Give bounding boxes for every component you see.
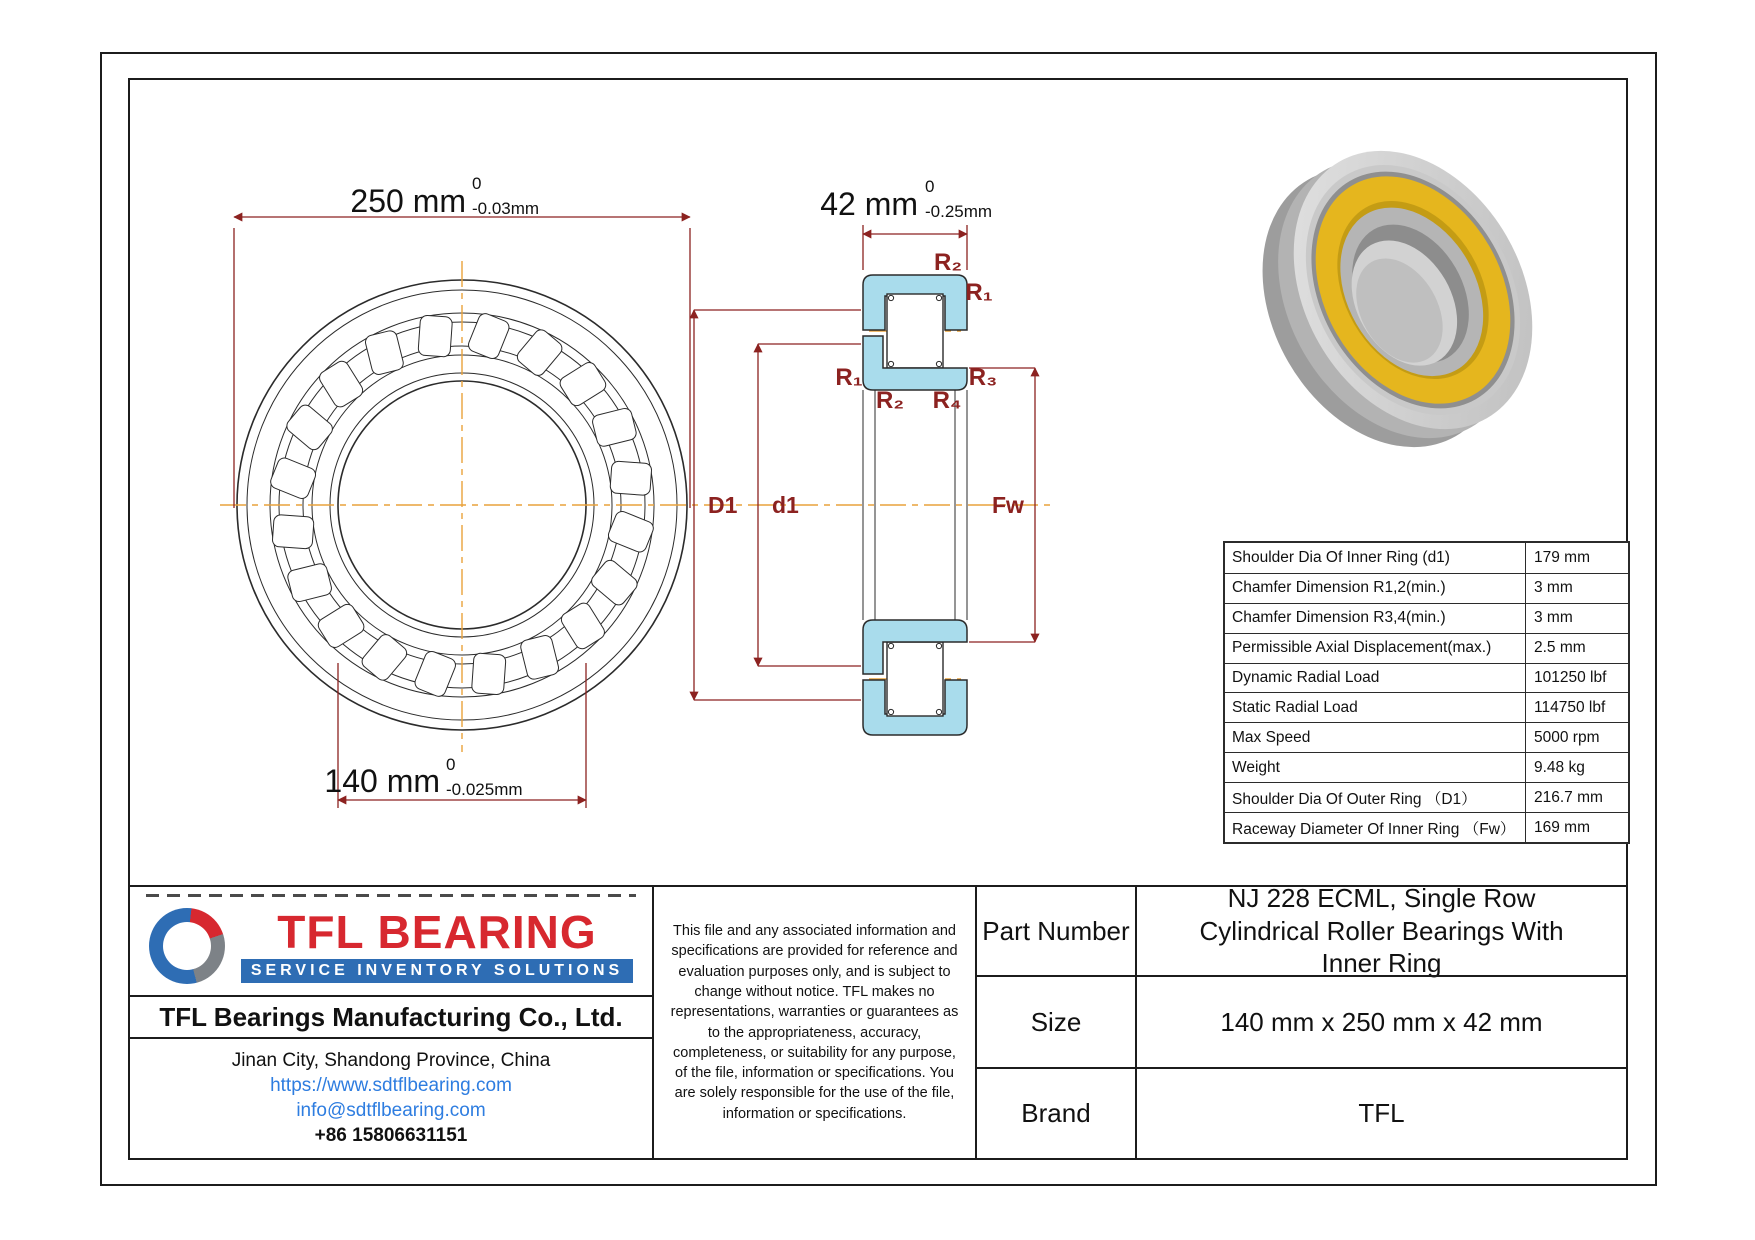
table-row [1225, 663, 1628, 693]
logo-tagline: SERVICE INVENTORY SOLUTIONS [241, 959, 633, 983]
spec-value: 3 mm [1525, 604, 1628, 633]
table-row [1225, 543, 1628, 573]
spec-value: 114750 lbf [1525, 693, 1628, 722]
dim-250-tol-top: 0 [472, 174, 482, 193]
dimension-width [820, 177, 992, 270]
dimension-bore-diameter [324, 663, 586, 808]
label-Fw: Fw [992, 492, 1024, 518]
spec-label: Static Radial Load [1232, 698, 1358, 716]
table-row [1225, 752, 1628, 782]
part-number-value: NJ 228 ECML, Single Row Cylindrical Roller Bearings With Inner Ring [1199, 883, 1564, 979]
table-row [1225, 603, 1628, 633]
spec-label: Weight [1232, 758, 1280, 776]
size-value: 140 mm x 250 mm x 42 mm [1137, 975, 1626, 1067]
bearing-3d-render [1214, 108, 1580, 490]
title-block [128, 885, 1628, 1160]
spec-label: Chamfer Dimension R1,2(min.) [1232, 579, 1446, 597]
spec-value: 3 mm [1525, 574, 1628, 603]
spec-value: 216.7 mm [1525, 783, 1628, 812]
dim-140-tol-top: 0 [446, 755, 456, 774]
company-name: TFL Bearings Manufacturing Co., Ltd. [130, 995, 652, 1039]
brand-value: TFL [1137, 1067, 1626, 1158]
logo-brand-text: TFL BEARING [277, 906, 597, 958]
size-label: Size [977, 975, 1135, 1067]
spec-label: Shoulder Dia Of Inner Ring (d1) [1232, 548, 1450, 566]
spec-table [1223, 541, 1630, 844]
table-row [1225, 782, 1628, 812]
label-R2-top: R₂ [934, 249, 962, 276]
spec-value: 9.48 kg [1525, 753, 1628, 782]
disclaimer-text: This file and any associated information and specifications are provided for reference and evaluation purposes only, and is subject to change without notice. TFL makes no representations, warranties or guarantees as to the appropriateness, accuracy, completeness, or suitability for any purpose, of the file, information or specifications. You are solely responsible for the use of the file, information or specifications. [670, 923, 959, 1122]
spec-value: 179 mm [1525, 543, 1628, 573]
table-row [1225, 812, 1628, 842]
spec-label: Dynamic Radial Load [1232, 669, 1380, 687]
spec-label: Chamfer Dimension R3,4(min.) [1232, 609, 1446, 627]
label-R1-right: R₁ [965, 279, 993, 306]
disclaimer-column [652, 887, 977, 1158]
label-R4-bottom: R₄ [932, 387, 962, 414]
dim-42-tol-top: 0 [925, 177, 935, 196]
dim-250-label: 250 mm [350, 183, 466, 219]
label-R3-right: R₃ [968, 364, 998, 391]
dim-42-tol-bottom: -0.25mm [925, 202, 993, 221]
logo-cell [130, 887, 652, 995]
field-value-column [1137, 883, 1626, 1158]
dim-250-tol-bottom: -0.03mm [472, 199, 540, 218]
company-address: Jinan City, Shandong Province, China [231, 1049, 551, 1071]
field-label-column [977, 887, 1137, 1158]
tfl-logo-icon [149, 908, 225, 984]
label-d1: d1 [772, 492, 799, 518]
dim-42-label: 42 mm [820, 186, 918, 222]
label-R2-bottom: R₂ [876, 387, 904, 414]
table-row [1225, 722, 1628, 752]
spec-label: Permissible Axial Displacement(max.) [1232, 639, 1492, 657]
spec-label: Max Speed [1232, 728, 1311, 746]
email-link[interactable]: info@sdtflbearing.com [296, 1099, 486, 1121]
contact-info [130, 1039, 652, 1157]
table-row [1225, 573, 1628, 603]
spec-value: 169 mm [1525, 813, 1628, 842]
website-link[interactable]: https://www.sdtflbearing.com [270, 1074, 512, 1096]
brand-label: Brand [977, 1067, 1135, 1158]
label-D1: D1 [708, 492, 738, 518]
spec-value: 101250 lbf [1525, 664, 1628, 693]
label-R1-left: R₁ [835, 364, 863, 391]
spec-value: 2.5 mm [1525, 634, 1628, 663]
spec-value: 5000 rpm [1525, 723, 1628, 752]
spec-label: Raceway Diameter Of Inner Ring （Fw） [1232, 820, 1516, 838]
company-column [130, 887, 652, 1158]
table-row [1225, 633, 1628, 663]
table-row [1225, 692, 1628, 722]
phone-number: +86 15806631151 [314, 1124, 468, 1146]
spec-label: Shoulder Dia Of Outer Ring （D1） [1232, 790, 1477, 808]
part-number-label: Part Number [982, 915, 1130, 946]
dim-140-tol-bottom: -0.025mm [446, 780, 523, 799]
dim-140-label: 140 mm [324, 763, 440, 799]
